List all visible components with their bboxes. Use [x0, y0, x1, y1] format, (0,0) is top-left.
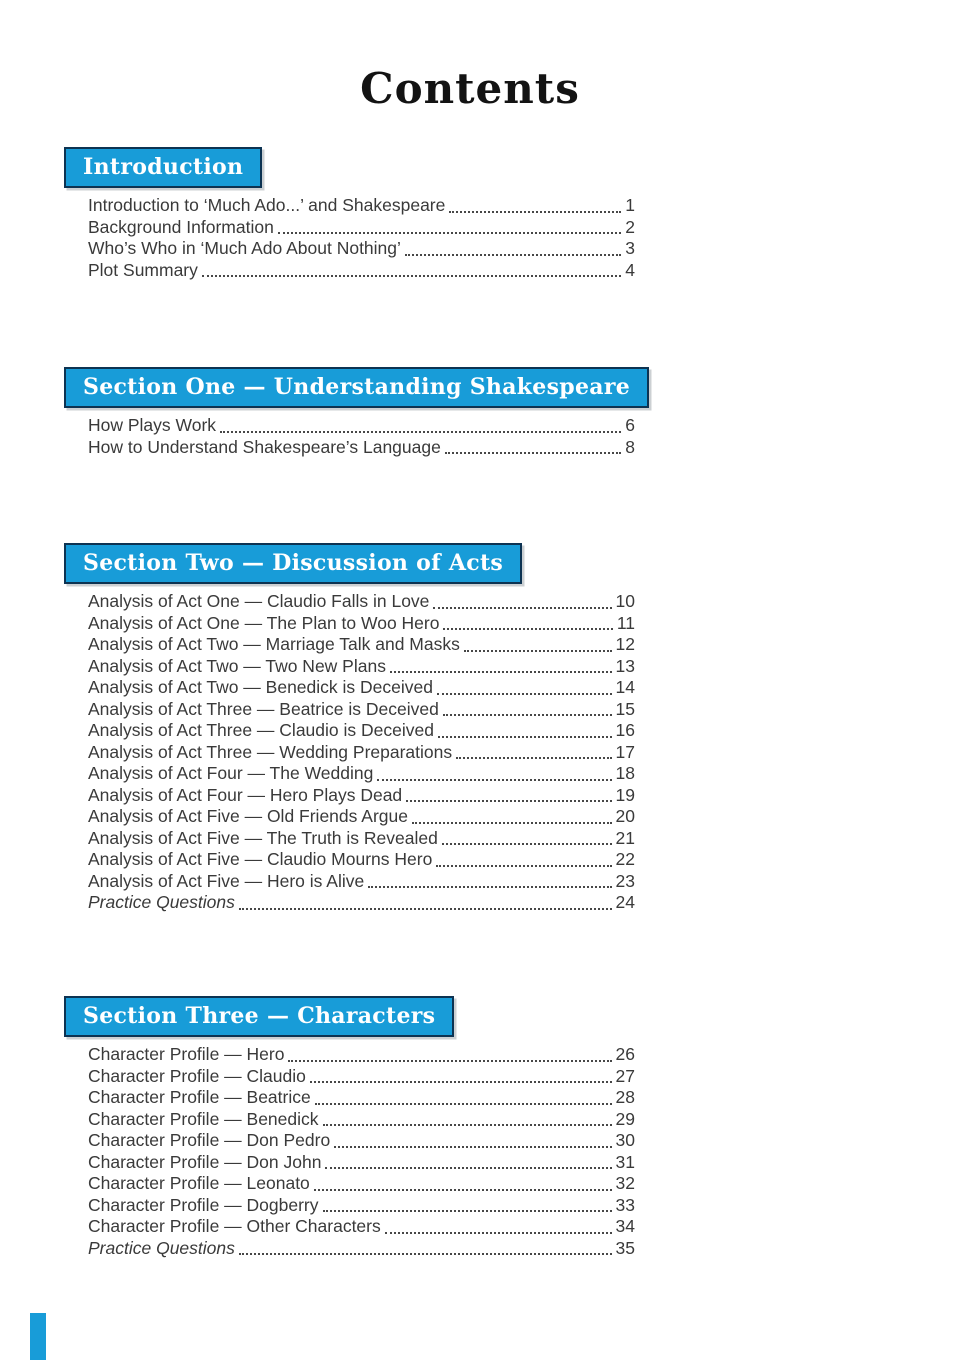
toc-leader-dots [443, 714, 612, 716]
toc-entry-label: Character Profile — Hero [88, 1044, 285, 1064]
page-title: Contents [360, 64, 580, 113]
toc-leader-dots [445, 452, 621, 454]
toc-leader-dots [436, 865, 611, 867]
toc-entry-label: Analysis of Act Five — The Truth is Revealed [88, 827, 438, 848]
toc-entry-page: 35 [615, 1237, 635, 1258]
toc-entry [88, 1087, 635, 1109]
toc-entry-label: Analysis of Act Two — Two New Plans [88, 655, 386, 676]
toc-entry [88, 260, 635, 282]
toc-entry-page: 28 [615, 1087, 635, 1107]
section-header-section-one: Section One — Understanding Shakespeare [64, 367, 649, 408]
toc-entry-page: 32 [615, 1173, 635, 1193]
toc-leader-dots [368, 886, 611, 888]
toc-entry-label: Character Profile — Don Pedro [88, 1130, 331, 1150]
toc-entry-page: 13 [615, 655, 635, 676]
toc-leader-dots [449, 211, 621, 213]
toc-leader-dots [288, 1060, 611, 1062]
toc-entry-page: 4 [625, 259, 635, 280]
toc-entry-page: 24 [615, 892, 635, 912]
toc-leader-dots [405, 254, 621, 256]
toc-leader-dots [377, 779, 611, 781]
toc-leader-dots [323, 1124, 612, 1126]
toc-entry [88, 437, 635, 459]
toc-entry-page: 17 [615, 741, 635, 762]
toc-entry-page: 1 [625, 195, 635, 215]
toc-entry-label: Analysis of Act Four — Hero Plays Dead [88, 784, 403, 805]
toc-entry-page: 20 [615, 806, 635, 826]
toc-entry [88, 785, 635, 807]
toc-entry [88, 656, 635, 678]
toc-leader-dots [464, 650, 612, 652]
toc-entry-list [88, 591, 635, 914]
toc-leader-dots [390, 671, 612, 673]
toc-entry [88, 217, 635, 239]
section-header-section-two: Section Two — Discussion of Acts [64, 543, 522, 584]
toc-entry-label: Analysis of Act Two — Marriage Talk and Masks [88, 634, 460, 654]
toc-entry [88, 1109, 635, 1131]
toc-leader-dots [325, 1167, 611, 1169]
toc-entry-label: Analysis of Act Five — Old Friends Argue [88, 806, 408, 826]
toc-entry [88, 1044, 635, 1066]
toc-entry [88, 1173, 635, 1195]
toc-entry-label: Analysis of Act Three — Beatrice is Deceived [88, 698, 439, 719]
toc-entry [88, 677, 635, 699]
toc-entry-page: 10 [615, 591, 635, 611]
toc-entry-page: 23 [615, 870, 635, 891]
toc-entry-label: Background Information [88, 216, 274, 237]
toc-entry-label: Analysis of Act One — Claudio Falls in Love [88, 591, 430, 611]
toc-entry-page: 27 [615, 1065, 635, 1086]
toc-leader-dots [220, 431, 621, 433]
toc-section-introduction [64, 147, 635, 281]
toc-entry-label: Character Profile — Don John [88, 1151, 322, 1172]
toc-leader-dots [314, 1189, 612, 1191]
toc-leader-dots [239, 908, 612, 910]
toc-entry-list [88, 1044, 635, 1259]
toc-leader-dots [310, 1081, 612, 1083]
toc-leader-dots [202, 275, 621, 277]
toc-entry [88, 720, 635, 742]
toc-section-section-two [64, 543, 635, 914]
toc-entry-label: Analysis of Act Five — Claudio Mourns Hero [88, 849, 433, 869]
toc-entry-page: 18 [615, 763, 635, 783]
toc-leader-dots [239, 1253, 612, 1255]
toc-entry [88, 1195, 635, 1217]
toc-entry-page: 31 [615, 1151, 635, 1172]
toc-leader-dots [433, 607, 611, 609]
toc-entry [88, 763, 635, 785]
toc-entry [88, 1066, 635, 1088]
toc-entry-page: 22 [615, 849, 635, 869]
toc-entry-page: 8 [625, 436, 635, 457]
toc-entry-label: Analysis of Act Two — Benedick is Deceived [88, 677, 433, 697]
toc-entry-page: 11 [616, 612, 635, 633]
toc-entry-page: 14 [615, 677, 635, 697]
toc-leader-dots [412, 822, 612, 824]
toc-entry [88, 613, 635, 635]
toc-entry-list [88, 195, 635, 281]
toc-entry-page: 12 [615, 634, 635, 654]
toc-entry-label: Analysis of Act One — The Plan to Woo Hero [88, 612, 440, 633]
toc-entry [88, 892, 635, 914]
toc-leader-dots [406, 800, 611, 802]
toc-entry-label: How Plays Work [88, 415, 217, 435]
toc-entry-label: Practice Questions [88, 1237, 235, 1258]
toc-entry-page: 15 [615, 698, 635, 719]
toc-entry-label: Character Profile — Other Characters [88, 1216, 381, 1236]
toc-leader-dots [278, 232, 621, 234]
toc-leader-dots [315, 1103, 612, 1105]
toc-leader-dots [456, 757, 611, 759]
toc-entry [88, 806, 635, 828]
toc-entry [88, 1216, 635, 1238]
toc-entry-page: 34 [615, 1216, 635, 1236]
toc-leader-dots [438, 736, 612, 738]
toc-entry [88, 1238, 635, 1260]
toc-entry [88, 699, 635, 721]
toc-entry [88, 871, 635, 893]
toc-leader-dots [385, 1232, 612, 1234]
toc-entry [88, 1152, 635, 1174]
toc-entry-page: 21 [615, 827, 635, 848]
toc-leader-dots [323, 1210, 612, 1212]
toc-entry [88, 238, 635, 260]
toc-entry-label: Analysis of Act Three — Wedding Preparations [88, 741, 453, 762]
toc-entry-label: How to Understand Shakespeare’s Language [88, 436, 441, 457]
toc-entry-label: Introduction to ‘Much Ado...’ and Shakespeare [88, 195, 446, 215]
toc-entry [88, 849, 635, 871]
toc-entry [88, 195, 635, 217]
toc-entry-page: 3 [625, 238, 635, 258]
toc-entry-page: 6 [625, 415, 635, 435]
cut-off-next-section-header [30, 1313, 46, 1360]
toc-entry-label: Character Profile — Claudio [88, 1065, 306, 1086]
toc-entry-label: Character Profile — Beatrice [88, 1087, 311, 1107]
toc-entry-label: Plot Summary [88, 259, 198, 280]
toc-entry-label: Who’s Who in ‘Much Ado About Nothing’ [88, 238, 401, 258]
toc-entry-label: Practice Questions [88, 892, 235, 912]
toc-leader-dots [443, 628, 612, 630]
toc-section-section-three [64, 996, 635, 1259]
toc-leader-dots [442, 843, 612, 845]
section-header-introduction: Introduction [64, 147, 262, 188]
toc-entry [88, 828, 635, 850]
toc-entry-page: 19 [615, 784, 635, 805]
toc-entry-list [88, 415, 635, 458]
toc-entry-label: Analysis of Act Three — Claudio is Deceived [88, 720, 434, 740]
section-header-section-three: Section Three — Characters [64, 996, 454, 1037]
toc-entry-label: Character Profile — Leonato [88, 1173, 310, 1193]
toc-entry [88, 415, 635, 437]
toc-entry-page: 2 [625, 216, 635, 237]
toc-entry-page: 33 [615, 1194, 635, 1215]
toc-entry-label: Character Profile — Benedick [88, 1108, 319, 1129]
toc-entry-page: 26 [615, 1044, 635, 1064]
toc-leader-dots [334, 1146, 611, 1148]
toc-entry-page: 16 [615, 720, 635, 740]
toc-entry-label: Character Profile — Dogberry [88, 1194, 319, 1215]
toc-entry-page: 30 [615, 1130, 635, 1150]
toc-section-section-one [64, 367, 635, 458]
toc-entry-label: Analysis of Act Four — The Wedding [88, 763, 374, 783]
toc-entry [88, 634, 635, 656]
toc-entry-page: 29 [615, 1108, 635, 1129]
toc-entry [88, 1130, 635, 1152]
toc-entry-label: Analysis of Act Five — Hero is Alive [88, 870, 365, 891]
toc-entry [88, 591, 635, 613]
toc-leader-dots [437, 693, 612, 695]
toc-entry [88, 742, 635, 764]
